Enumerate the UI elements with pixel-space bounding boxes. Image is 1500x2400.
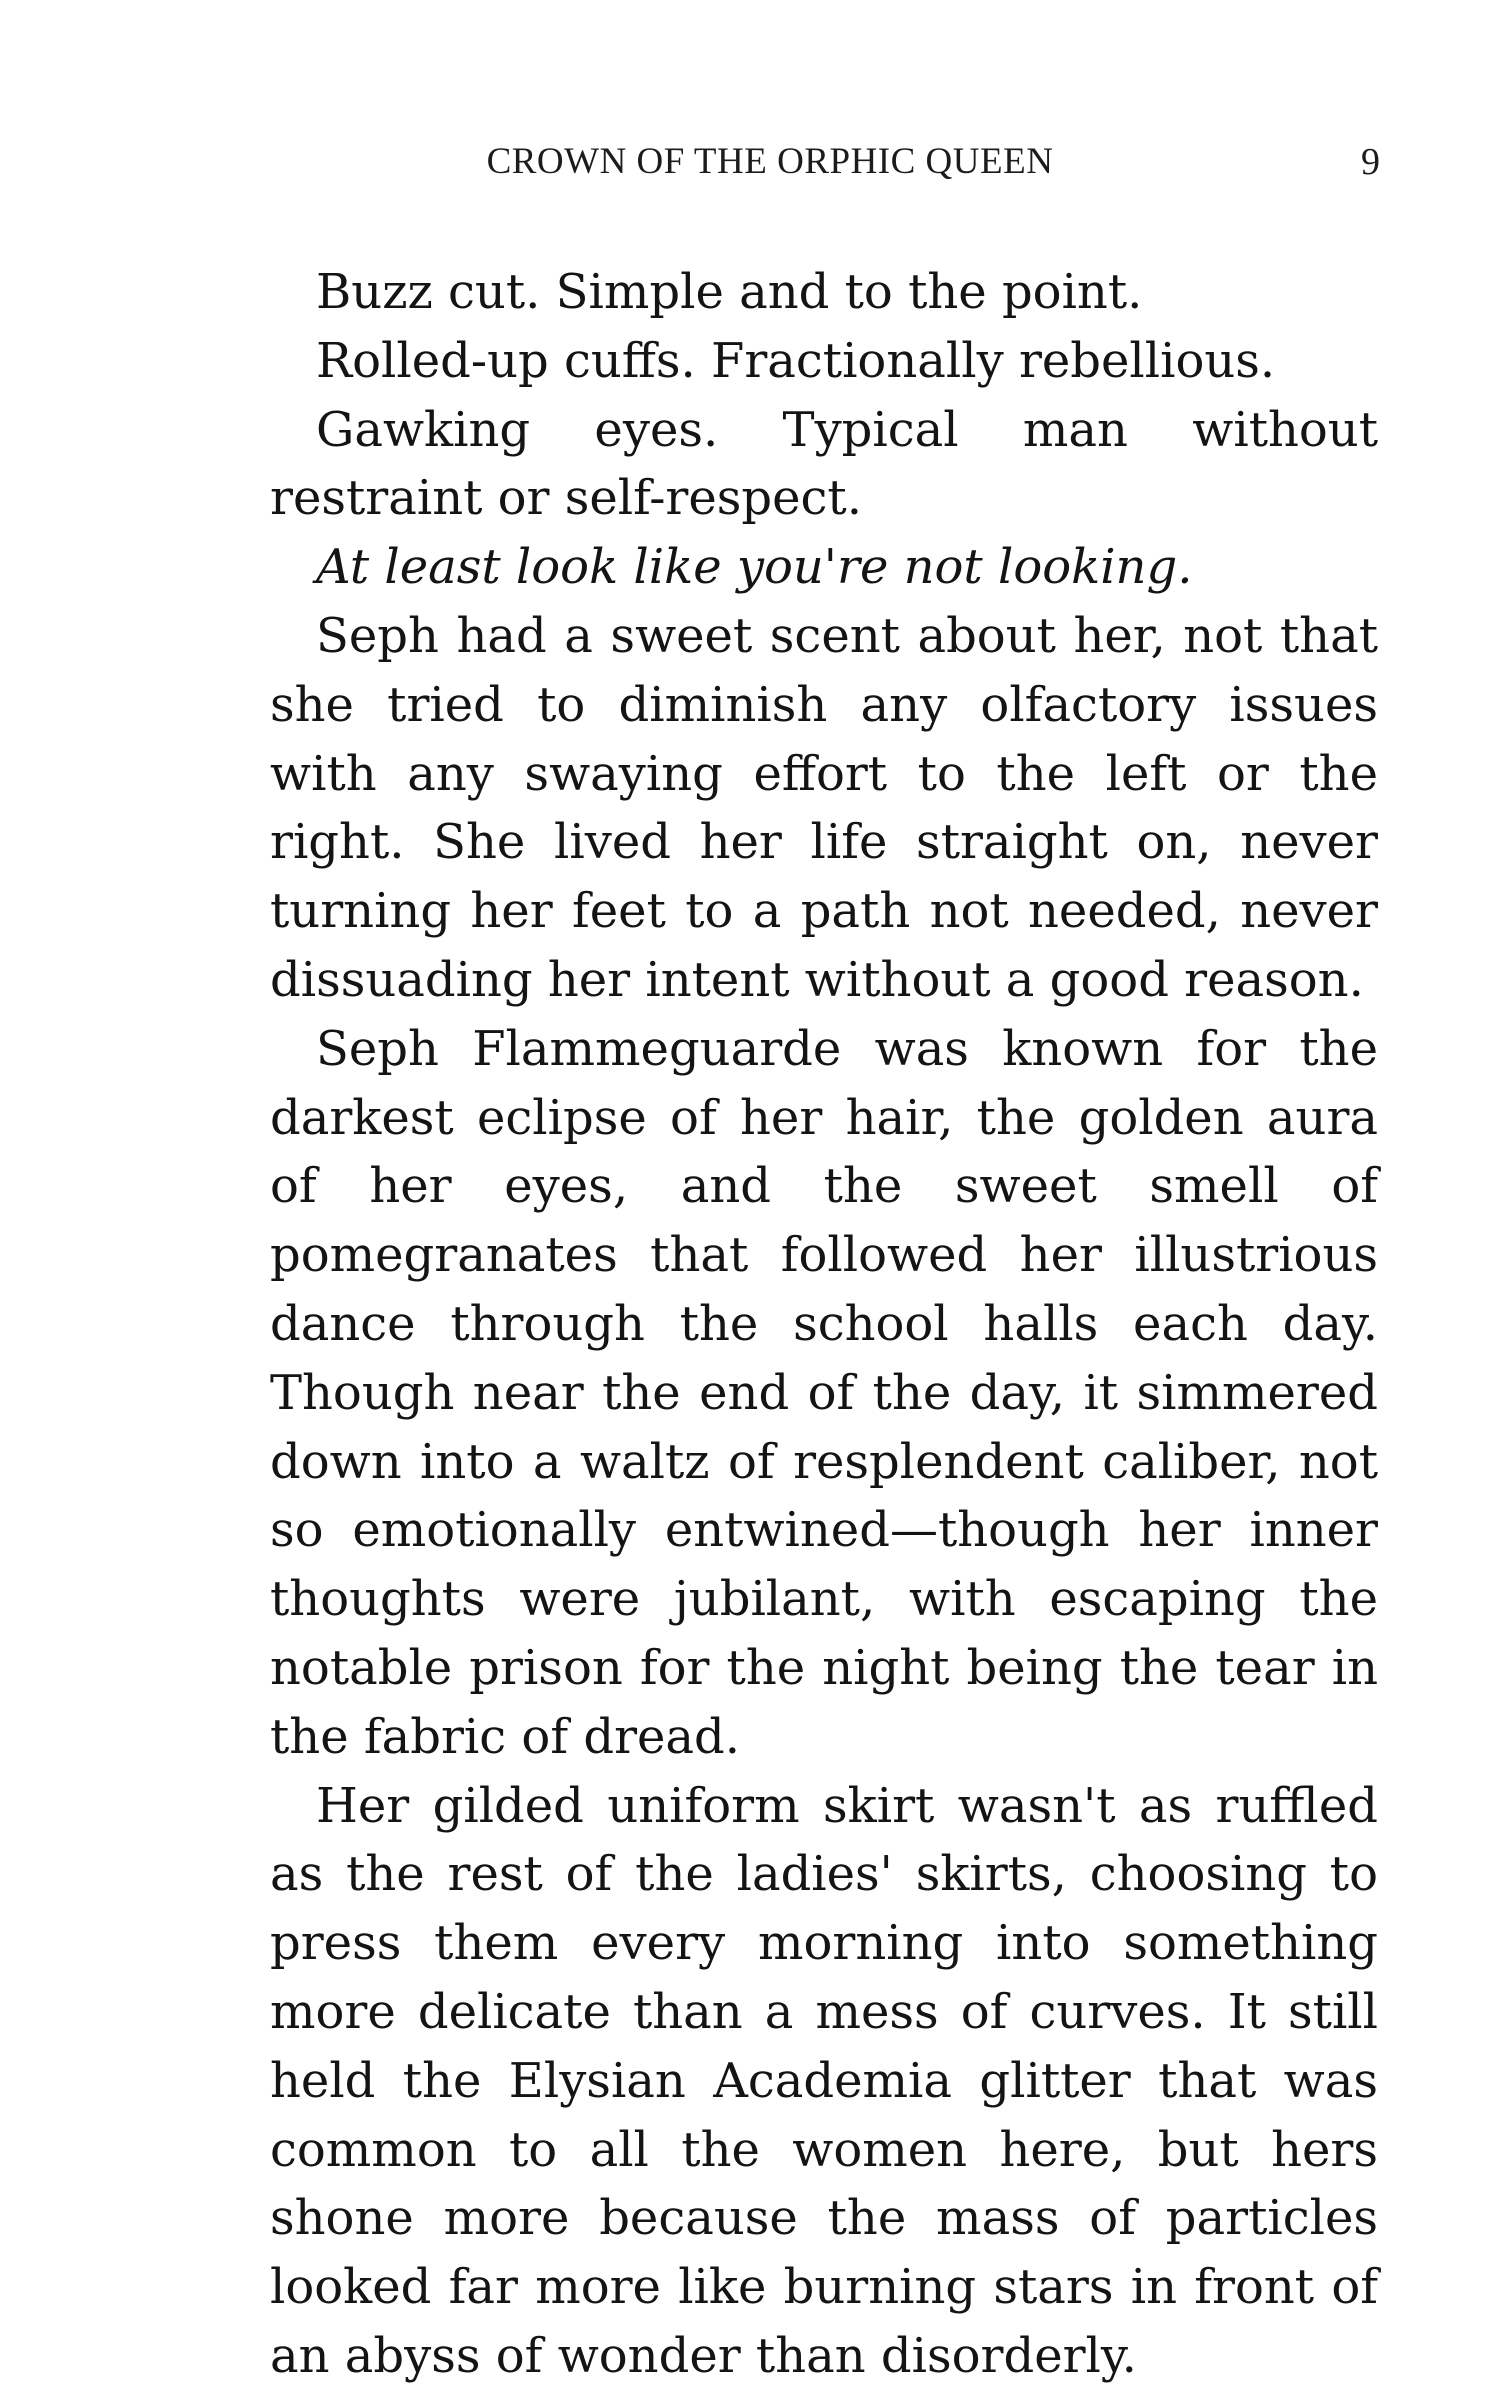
- book-title: CROWN OF THE ORPHIC QUEEN: [486, 141, 1054, 182]
- running-header: [270, 140, 1380, 184]
- page-number: 9: [1361, 141, 1380, 183]
- paragraph: Rolled-up cuffs. Fractionally rebellious.: [316, 332, 1276, 389]
- paragraph: Seph Flammeguarde was known for the darkest eclipse of her hair, the golden aura of her eyes, and the sweet smell of pomegranates that followed her illustrious dance through the school halls each day. Though near the end of the day, it simmered down into a waltz of resplendent caliber, not so emotionally entwined—though her inner thoughts were jubilant, with escaping the notable prison for the night being the tear in the fabric of dread.: [270, 1020, 1378, 1765]
- paragraph: Gawking eyes. Typical man without restraint or self-respect.: [270, 401, 1378, 527]
- paragraph: Buzz cut. Simple and to the point.: [316, 264, 1143, 320]
- paragraph: Her gilded uniform skirt wasn't as ruffled as the rest of the ladies' skirts, choosing to press them every morning into something more delicate than a mess of curves. It still held the Elysian Academia glitter that was common to all the women here, but hers shone more because the mass of particles looked far more like burning stars in front of an abyss of wonder than disorderly.: [270, 1777, 1378, 2384]
- paragraph: Seph had a sweet scent about her, not that she tried to diminish any olfactory issues with any swaying effort to the left or the right. She lived her life straight on, never turning her feet to a path not needed, never dissuading her intent without a good reason.: [270, 607, 1378, 1008]
- italic-thought: At least look like you're not looking.: [316, 539, 1193, 596]
- body-text: [270, 258, 1378, 2391]
